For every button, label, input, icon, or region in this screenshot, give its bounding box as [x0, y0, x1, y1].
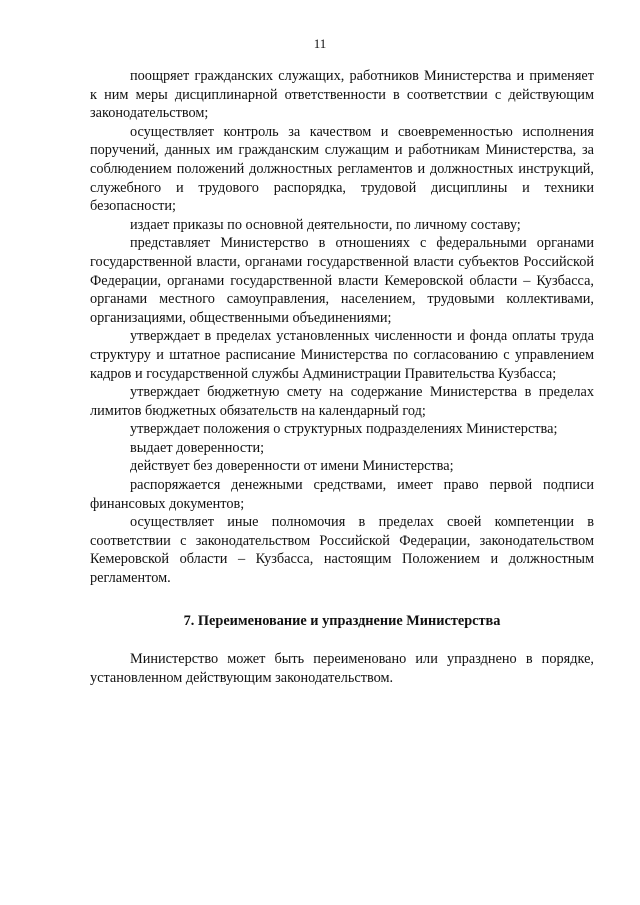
paragraph-control: осуществляет контроль за качеством и своевременностью исполнения поручений, данных им гражданским служащим и работникам Министерства, за соблюдением положений должностных регламентов и должностных инструкций, служебного и трудового распорядка, трудовой дисциплины и техники безопасности;: [90, 123, 594, 215]
section-7-heading: 7. Переименование и упразднение Министерства: [183, 612, 501, 629]
paragraph-funds: распоряжается денежными средствами, имеет право первой подписи финансовых документов;: [90, 477, 594, 512]
paragraph-power-of-attorney: выдает доверенности;: [130, 439, 265, 456]
paragraph-acts-without-poa: действует без доверенности от имени Министерства;: [130, 458, 454, 475]
paragraph-representation: представляет Министерство в отношениях с федеральными органами государственной власти, органами государственной власти субъектов Российской Федерации, органами государственной власти Кемеровской области – Кузбасса, органами местного самоуправления, населением, трудовыми коллективами, организациями, общественными объединениями;: [90, 235, 594, 326]
paragraph-budget: утверждает бюджетную смету на содержание Министерства в пределах лимитов бюджетных обязательств на календарный год;: [90, 384, 594, 419]
paragraph-other-powers: осуществляет иные полномочия в пределах своей компетенции в соответствии с законодательством Российской Федерации, законодательством Кемеровской области – Кузбасса, настоящим Положением и должностным регламентом.: [90, 514, 594, 587]
document-body: [90, 67, 594, 687]
paragraph-orders: издает приказы по основной деятельности, по личному составу;: [130, 216, 521, 233]
paragraph-staffing: утверждает в пределах установленных численности и фонда оплаты труда структуру и штатное расписание Министерства по согласованию с управлением кадров и государственной службы Администрации Правительства Кузбасса;: [90, 328, 594, 382]
paragraph-rewards: поощряет гражданских служащих, работников Министерства и применяет к ним меры дисциплинарной ответственности в соответствии с действующим законодательством;: [90, 68, 594, 122]
paragraph-regulations: утверждает положения о структурных подразделениях Министерства;: [130, 421, 558, 438]
page-number: 11: [313, 36, 327, 51]
section-7-paragraph: Министерство может быть переименовано или упразднено в порядке, установленном действующим законодательством.: [90, 651, 594, 686]
